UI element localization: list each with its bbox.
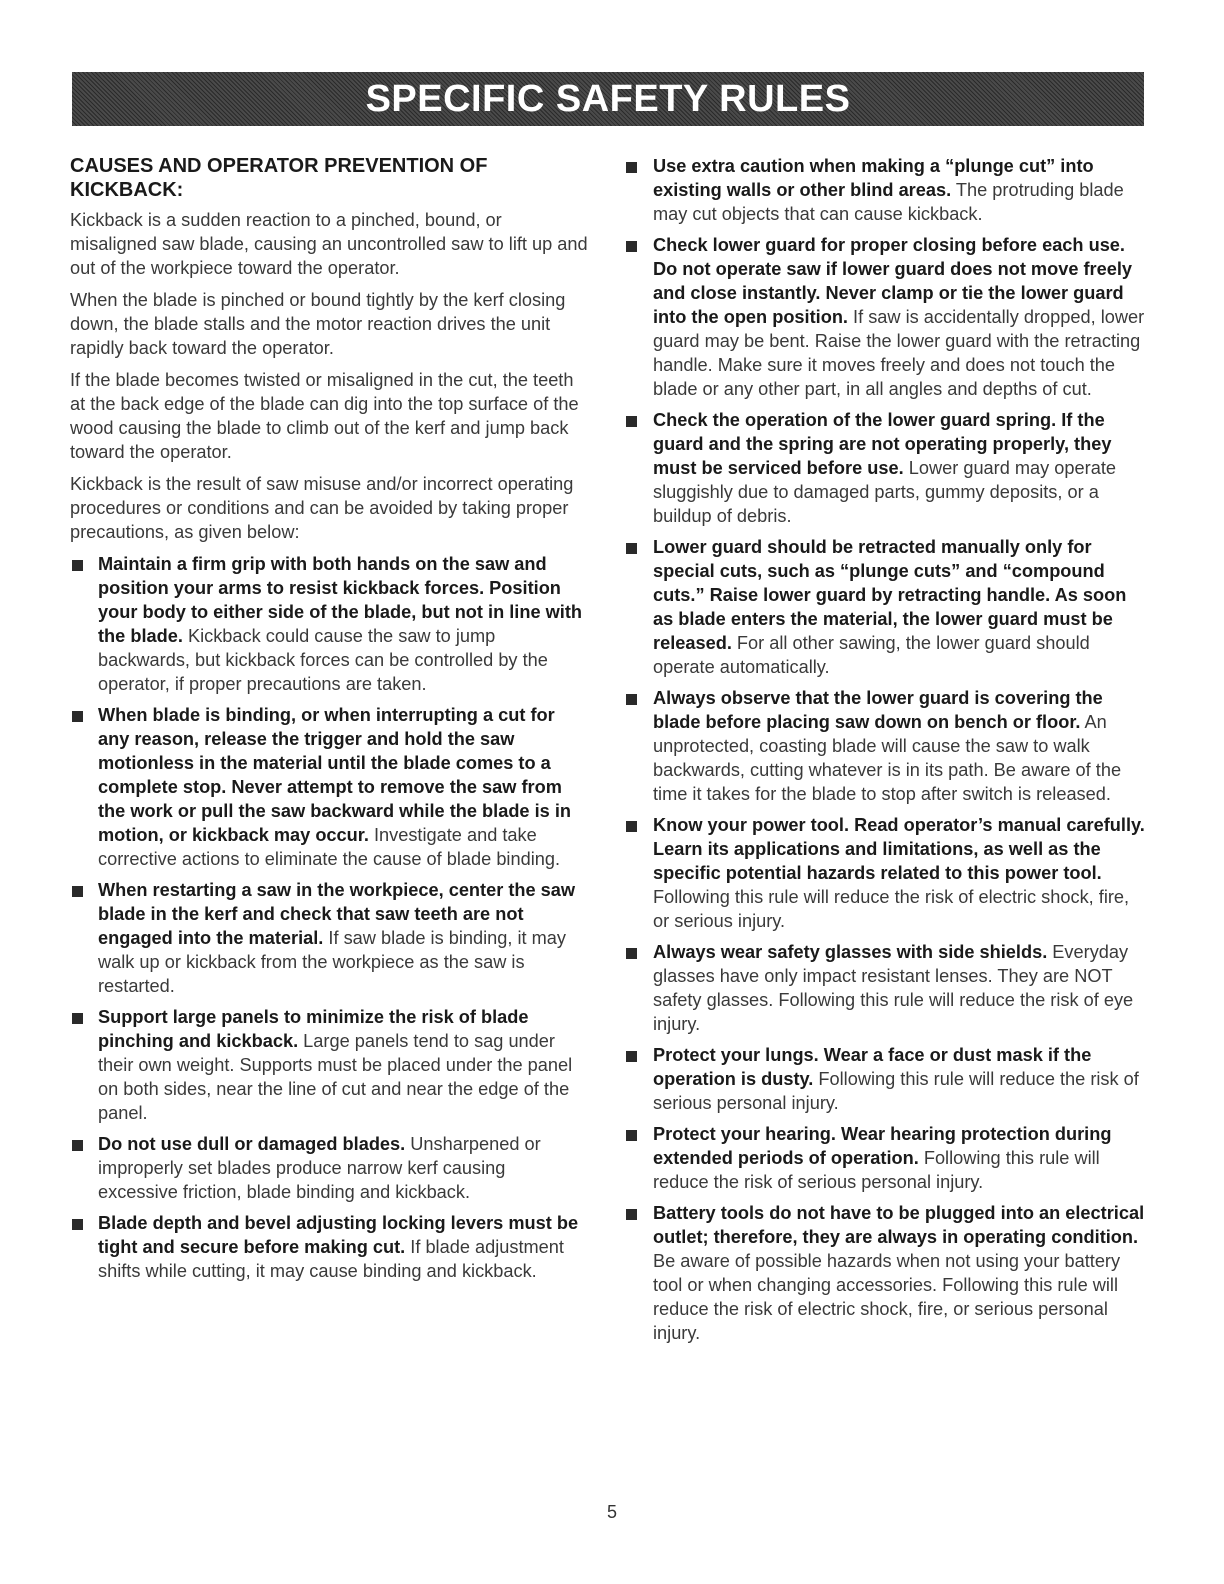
rule-bold-text: Blade depth and bevel adjusting locking levers must be tight and secure before making cut. [98,1213,579,1257]
rule-bold-text: Protect your hearing. Wear hearing protection during extended periods of operation. [653,1124,1112,1168]
rule-text: Unsharpened or improperly set blades produce narrow kerf causing excessive friction, blade binding and kickback. [98,1134,541,1202]
kickback-heading: CAUSES AND OPERATOR PREVENTION OF KICKBACK: [70,155,488,201]
rule-text: For all other sawing, the lower guard should operate automatically. [653,633,1090,677]
rule-bold-text: Use extra caution when making a “plunge cut” into existing walls or other blind areas. [653,156,1094,200]
rule-item [624,408,1148,528]
right-rule-list [624,154,1148,1345]
section-banner [72,72,1144,126]
rule-item [70,703,590,871]
bullet-square-icon [626,1209,637,1220]
rule-text: Kickback could cause the saw to jump backwards, but kickback forces can be controlled by the operator, if proper precautions are taken. [98,626,548,694]
left-rule-list [70,552,590,1283]
rule-text: Large panels tend to sag under their own weight. Supports must be placed under the panel on both sides, near the line of cut and near the edge of the panel. [98,1031,573,1123]
bullet-square-icon [626,241,637,252]
banner-title: SPECIFIC SAFETY RULES [365,77,851,120]
left-column [70,154,590,1290]
rule-text: If blade adjustment shifts while cutting, it may cause binding and kickback. [98,1237,564,1281]
rule-text: If saw blade is binding, it may walk up or kickback from the workpiece as the saw is restarted. [98,928,566,996]
rule-bold-text: Check the operation of the lower guard spring. If the guard and the spring are not operating properly, they must be serviced before use. [653,410,1112,478]
bullet-square-icon [626,1130,637,1141]
rule-bold-text: Always wear safety glasses with side shields. [653,942,1048,962]
rule-text: Everyday glasses have only impact resistant lenses. They are NOT safety glasses. Following this rule will reduce the risk of eye injury. [653,942,1134,1034]
rule-bold-text: Know your power tool. Read operator’s manual carefully. Learn its applications and limitations, as well as the specific potential hazards related to this power tool. [653,815,1145,883]
rule-bold-text: Lower guard should be retracted manually only for special cuts, such as “plunge cuts” and “compound cuts.” Raise lower guard by retracting handle. As soon as blade enters the material, the lower guard must be released. [653,537,1127,653]
rule-bold-text: Support large panels to minimize the risk of blade pinching and kickback. [98,1007,529,1051]
rule-bold-text: When restarting a saw in the workpiece, center the saw blade in the kerf and check that saw teeth are not engaged into the material. [98,880,576,948]
bullet-square-icon [626,1051,637,1062]
kickback-paragraph: Kickback is a sudden reaction to a pinched, bound, or misaligned saw blade, causing an uncontrolled saw to lift up and out of the workpiece toward the operator. [70,210,588,278]
right-column [624,154,1148,1352]
rule-item [624,813,1148,933]
rule-bold-text: Check lower guard for proper closing before each use. Do not operate saw if lower guard does not move freely and close instantly. Never clamp or tie the lower guard into the open position. [653,235,1133,327]
kickback-paragraph: If the blade becomes twisted or misaligned in the cut, the teeth at the back edge of the blade can dig into the top surface of the wood causing the blade to climb out of the kerf and jump back toward the operator. [70,370,579,462]
rule-text: Lower guard may operate sluggishly due to damaged parts, gummy deposits, or a buildup of debris. [653,458,1116,526]
rule-bold-text: When blade is binding, or when interrupting a cut for any reason, release the trigger and hold the saw motionless in the material until the blade comes to a complete stop. Never attempt to remove the saw from the work or pull the saw backward while the blade is in motion, or kickback may occur. [98,705,571,845]
bullet-square-icon [626,162,637,173]
rule-text: Investigate and take corrective actions to eliminate the cause of blade binding. [98,825,561,869]
rule-bold-text: Battery tools do not have to be plugged into an electrical outlet; therefore, they are always in operating condition. [653,1203,1145,1247]
rule-item [624,233,1148,401]
rule-text: Following this rule will reduce the risk of electric shock, fire, or serious injury. [653,887,1130,931]
bullet-square-icon [72,560,83,571]
rule-bold-text: Maintain a firm grip with both hands on the saw and position your arms to resist kickback forces. Position your body to either side of the blade, but not in line with the blade. [98,554,582,646]
bullet-square-icon [72,711,83,722]
kickback-paragraph: Kickback is the result of saw misuse and/or incorrect operating procedures or conditions and can be avoided by taking proper precautions, as given below: [70,474,574,542]
kickback-paragraph: When the blade is pinched or bound tightly by the kerf closing down, the blade stalls and the motor reaction drives the unit rapidly back toward the operator. [70,290,566,358]
bullet-square-icon [72,1219,83,1230]
bullet-square-icon [626,821,637,832]
bullet-square-icon [626,416,637,427]
rule-item [70,878,590,998]
rule-item [624,1122,1148,1194]
rule-item [70,1211,590,1283]
rule-item [624,1201,1148,1345]
bullet-square-icon [626,948,637,959]
rule-item [70,1005,590,1125]
rule-bold-text: Do not use dull or damaged blades. [98,1134,406,1154]
rule-text: The protruding blade may cut objects that can cause kickback. [653,180,1124,224]
rule-item [624,154,1148,226]
rule-text: Following this rule will reduce the risk of serious personal injury. [653,1148,1100,1192]
rule-item [70,1132,590,1204]
rule-text: An unprotected, coasting blade will cause the saw to walk backwards, cutting whatever is in its path. Be aware of the time it takes for the blade to stop after switch is released. [653,712,1122,804]
rule-text: If saw is accidentally dropped, lower guard may be bent. Raise the lower guard with the retracting handle. Make sure it moves freely and does not touch the blade or any other part, in all angles and depths of cut. [653,307,1145,399]
rule-bold-text: Always observe that the lower guard is covering the blade before placing saw down on bench or floor. [653,688,1103,732]
rule-item [624,535,1148,679]
bullet-square-icon [626,543,637,554]
rule-item [624,686,1148,806]
rule-item [624,940,1148,1036]
page-number: 5 [606,1502,617,1522]
bullet-square-icon [72,1140,83,1151]
rule-item [624,1043,1148,1115]
rule-text: Be aware of possible hazards when not using your battery tool or when changing accessories. Following this rule will reduce the risk of electric shock, fire, or serious personal injury. [653,1251,1121,1343]
bullet-square-icon [72,886,83,897]
bullet-square-icon [72,1013,83,1024]
rule-bold-text: Protect your lungs. Wear a face or dust mask if the operation is dusty. [653,1045,1092,1089]
rule-item [70,552,590,696]
rule-text: Following this rule will reduce the risk of serious personal injury. [653,1069,1139,1113]
bullet-square-icon [626,694,637,705]
